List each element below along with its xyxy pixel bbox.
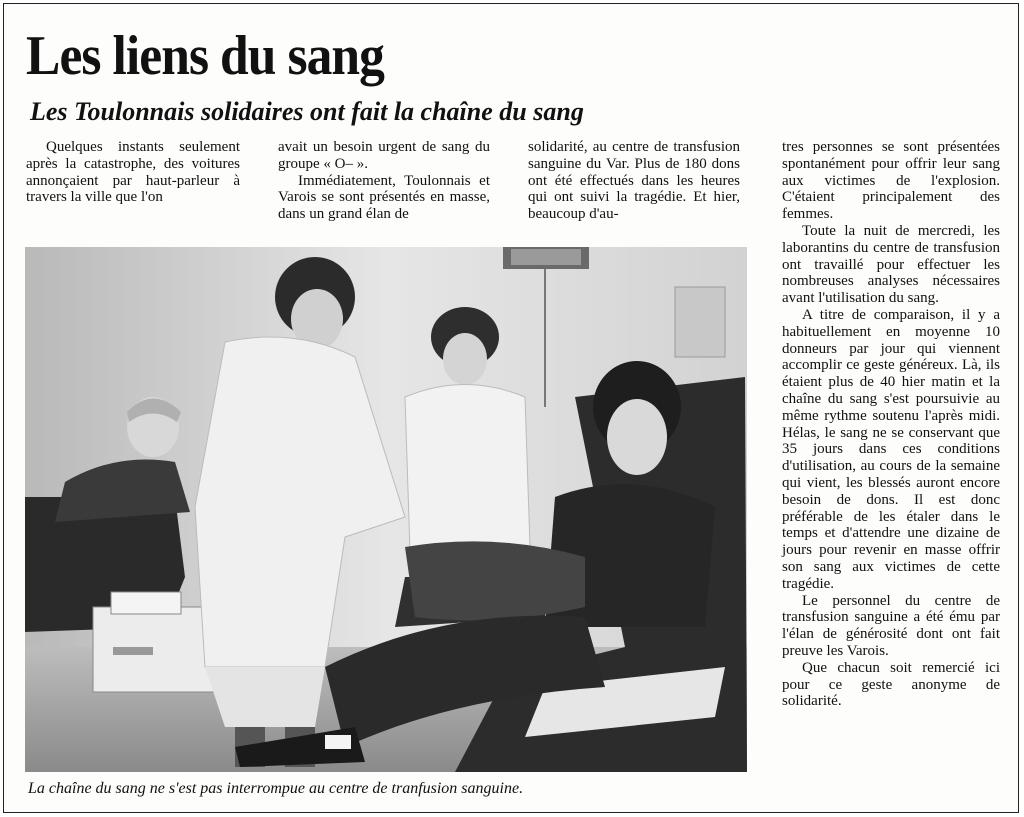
photo-caption: La chaîne du sang ne s'est pas interrompue au centre de tranfusion sanguine. — [28, 780, 524, 797]
donor-face — [607, 399, 667, 475]
paragraph: Toute la nuit de mercredi, les laborantins du centre de transfusion ont travaillé pour effectuer les nombreuses analyses nécessaires avant l'utilisation du sang. — [782, 222, 1000, 307]
article-column-3 — [528, 139, 740, 223]
subheadline: Les Toulonnais solidaires ont fait la chaîne du sang — [30, 97, 584, 126]
newspaper-clipping — [3, 3, 1019, 813]
donor-coat-lap — [405, 541, 585, 620]
paragraph: solidarité, au centre de transfusion sanguine du Var. Plus de 180 dons ont été effectués dans les heures qui ont suivi la tragédie. Et hier, beaucoup d'au- — [528, 139, 740, 223]
paragraph: Immédiatement, Toulonnais et Varois se sont présentés en masse, dans un grand élan de — [278, 172, 490, 223]
nurse-coat — [405, 385, 530, 553]
paragraph: tres personnes se sont présentées spontanément pour offrir leur sang aux victimes de l'explosion. C'étaient principalement des femmes. — [782, 139, 1000, 223]
article-column-2 — [278, 139, 490, 223]
nurse-face — [443, 333, 487, 385]
paragraph: Que chacun soit remercié ici pour ce geste anonyme de solidarité. — [782, 659, 1000, 710]
article-column-1 — [26, 139, 240, 206]
paragraph: avait un besoin urgent de sang du groupe « O– ». — [278, 139, 490, 172]
headline: Les liens du sang — [26, 25, 385, 87]
article-column-4 — [782, 139, 1000, 710]
news-photo — [25, 247, 747, 772]
paragraph: Le personnel du centre de transfusion sanguine a été ému par l'élan de générosité dont ont fait preuve les Varois. — [782, 592, 1000, 659]
paragraph: A titre de comparaison, il y a habituellement en moyenne 10 donneurs par jour qui viennent accomplir ce geste généreux. Là, ils étaient plus de 40 hier matin et la chaîne du sang s'est poursuivie au même rythme soutenu l'après midi. Hélas, le sang ne se conservant que 35 jours dans ces conditions d'utilisation, au cours de la semaine qui vient, les blessés auront encore besoin de dons. Il est donc préférable de les étaler dans le temps et d'attendre une dizaine de jours pour revenir en masse offrir son sang aux victimes de cette tragédie. — [782, 306, 1000, 592]
paragraph: Quelques instants seulement après la catastrophe, des voitures annonçaient par haut-parleur à travers la ville que l'on — [26, 139, 240, 206]
